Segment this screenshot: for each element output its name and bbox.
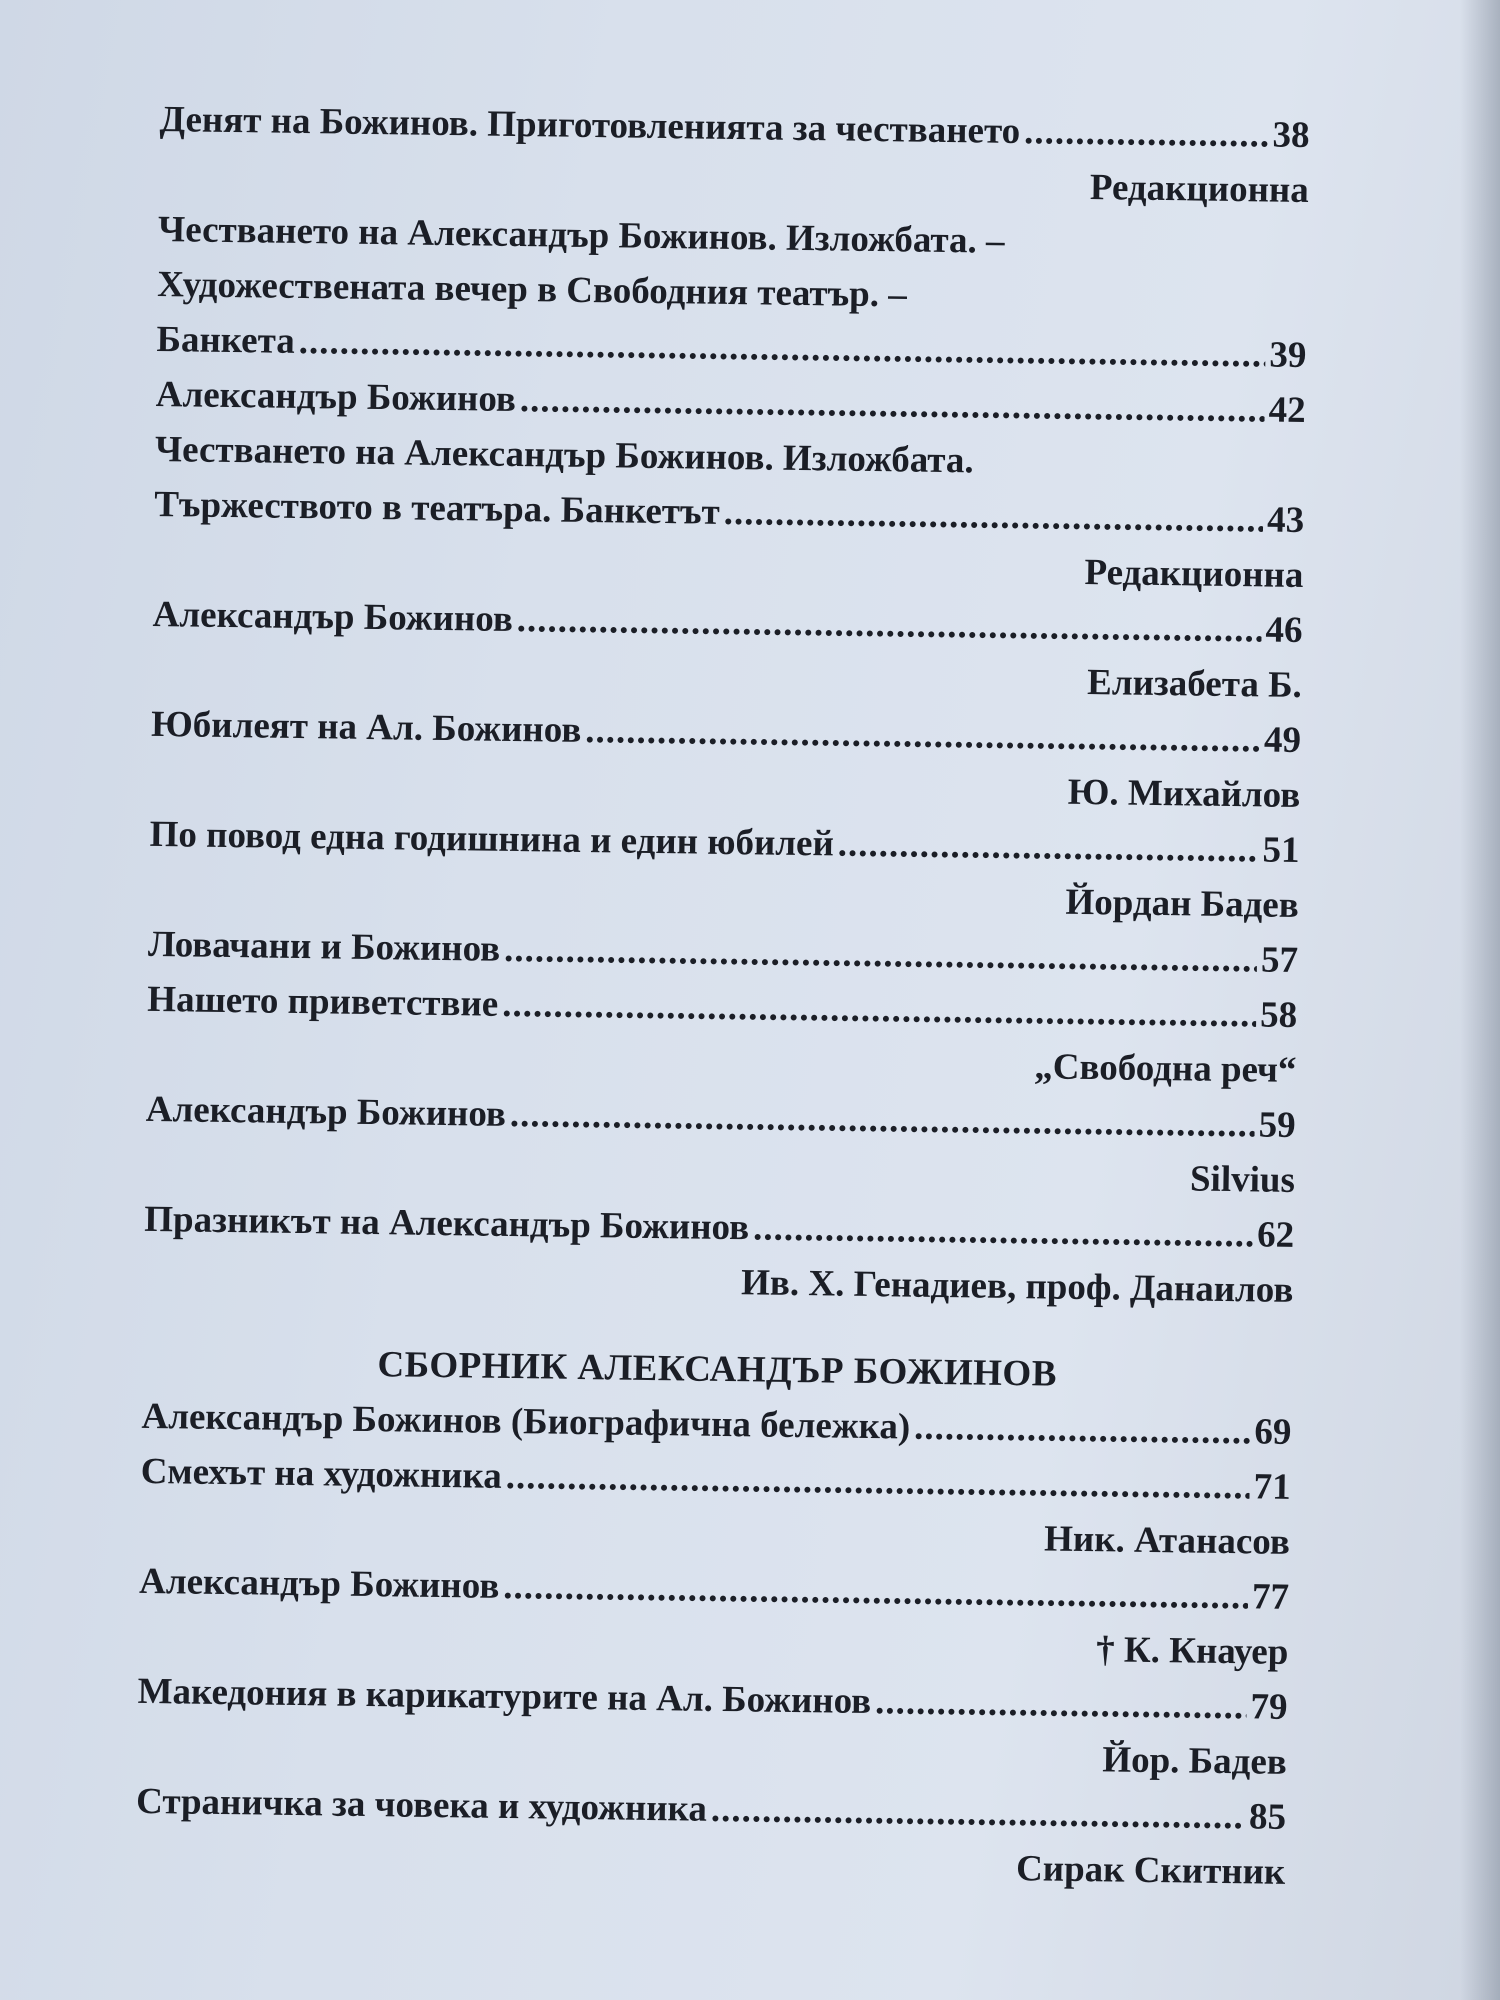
toc-entry-page: 85 [1248, 1796, 1287, 1838]
toc-entry-page: 59 [1258, 1104, 1296, 1146]
toc-entry-page: 71 [1253, 1466, 1291, 1508]
dot-leader [516, 592, 1262, 657]
toc-entry-author: Редакционна [1084, 551, 1304, 597]
dot-leader [1024, 104, 1269, 162]
toc-entry-author: „Свободна реч“ [1034, 1046, 1297, 1091]
toc-entry-author: Ник. Атанасов [1043, 1518, 1291, 1563]
dot-leader [710, 1782, 1245, 1844]
toc-entry-page: 79 [1250, 1686, 1288, 1728]
toc-entry-author: Ив. Х. Генадиев, проф. Данаилов [740, 1262, 1294, 1311]
toc-entry-title: Александър Божинов [155, 373, 517, 420]
toc-entry-page: 46 [1265, 609, 1303, 652]
toc-entry-title: Юбилеят на Ал. Божинов [150, 703, 582, 751]
toc-entry-title: Александър Божинов (Биографична бележка) [141, 1395, 911, 1448]
toc-entry-page: 77 [1251, 1576, 1290, 1618]
toc-entry-author: Елизабета Б. [1086, 662, 1303, 706]
toc-entry-title-line: Честването на Александър Божинов. Изложбата. [154, 428, 974, 482]
dot-leader [753, 1200, 1254, 1262]
page-edge-shadow [1460, 0, 1500, 2000]
toc-entry-title-line: Художествената вечер в Свободния театър. – [157, 263, 908, 316]
toc-entry-title: Страничка за човека и художника [135, 1780, 708, 1830]
toc-entry-page: 57 [1260, 939, 1299, 981]
toc-entry-page: 42 [1268, 389, 1306, 432]
dot-leader [914, 1400, 1251, 1460]
toc-entry-title: Тържеството в театъра. Банкетът [153, 483, 721, 533]
toc-entry-title: Ловачани и Божинов [147, 923, 501, 970]
toc-entry-title: Денят на Божинов. Приготовленията за честването [159, 98, 1021, 153]
toc-entry-title: По повод една годишнина и един юбилей [149, 813, 835, 865]
dot-leader [510, 1087, 1256, 1152]
toc-entry-title: Празникът на Александър Божинов [143, 1198, 750, 1249]
toc-entry-title-line: Честването на Александър Божинов. Изложбата. – [157, 208, 1005, 262]
dot-leader [837, 817, 1258, 878]
toc-entry-author: Йор. Бадев [1102, 1739, 1288, 1783]
toc-entry-author: Ю. Михайлов [1067, 771, 1301, 816]
toc-entry-author: Редакционна [1089, 166, 1310, 212]
toc-entry-author: Йордан Бадев [1065, 881, 1300, 926]
toc-entry-title: Македония в карикатурите на Ал. Божинов [137, 1670, 872, 1723]
dot-leader [503, 1559, 1249, 1624]
toc-entry-title: Смехът на художника [140, 1450, 503, 1497]
toc-entry-title: Банкета [156, 318, 296, 362]
toc-entry-title: Александър Божинов [152, 593, 514, 640]
toc-entry-author: Silvius [1189, 1158, 1296, 1201]
toc-entry-title: Нашето приветствие [147, 978, 499, 1025]
toc-entry-title: Александър Божинов [138, 1560, 500, 1607]
dot-leader [502, 977, 1257, 1043]
toc-entry-page: 43 [1266, 499, 1305, 542]
toc-entry-page: 39 [1269, 334, 1307, 377]
toc-entry-page: 58 [1259, 994, 1298, 1036]
dot-leader [505, 1449, 1250, 1514]
toc-entry-page: 49 [1263, 719, 1302, 761]
toc-entry-author: Сирак Скитник [1015, 1848, 1286, 1893]
table-of-contents [135, 92, 1310, 1900]
toc-entry-page: 62 [1256, 1214, 1295, 1256]
toc-entry-page: 69 [1254, 1411, 1292, 1453]
toc-entry-title: Александър Божинов [145, 1088, 507, 1135]
dot-leader [585, 703, 1260, 767]
section-heading: СБОРНИК АЛЕКСАНДЪР БОЖИНОВ [377, 1344, 1058, 1395]
dot-leader [875, 1674, 1247, 1734]
dot-leader [723, 485, 1263, 548]
toc-entry-page: 51 [1262, 829, 1300, 871]
toc-entry-page: 38 [1272, 114, 1310, 157]
toc-entry-author: † К. Кнауер [1095, 1629, 1289, 1673]
